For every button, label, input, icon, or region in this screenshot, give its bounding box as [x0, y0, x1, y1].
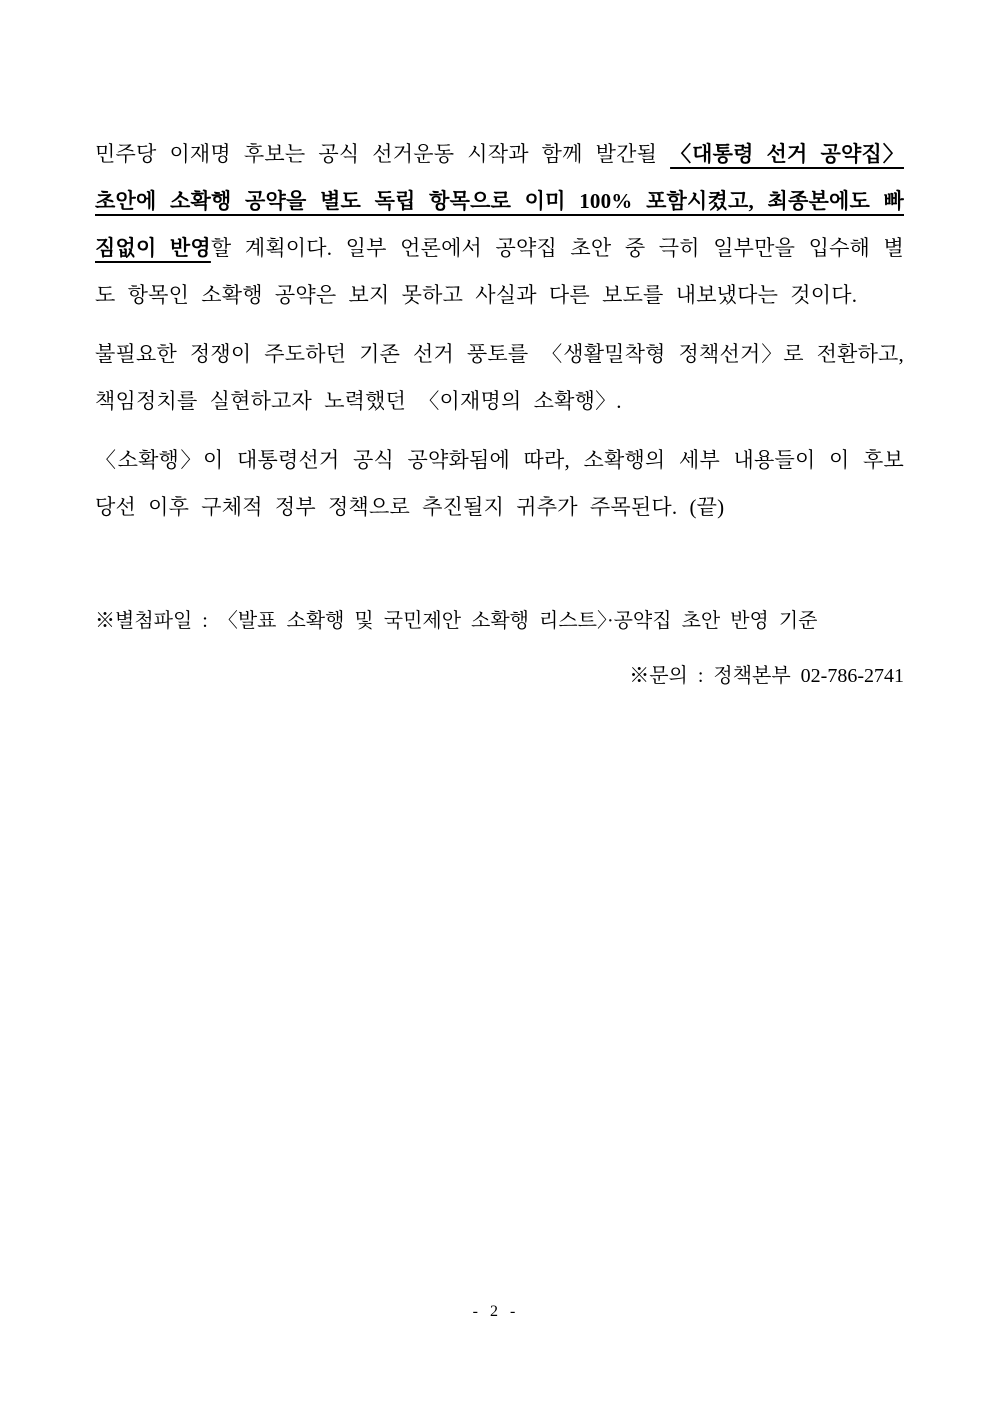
paragraph-1-emphasis-text: 〈대통령 선거 공약집〉 초안에 소확행 공약을 별도 독립 항목으로 이미 100% 포함시켰고, 최종본에도 빠짐없이 반영 [95, 142, 904, 260]
contact-note: ※문의 : 정책본부 02-786-2741 [629, 665, 904, 687]
paragraph-3: 〈소확행〉이 대통령선거 공식 공약화됨에 따라, 소확행의 세부 내용들이 이 후보 당선 이후 구체적 정부 정책으로 추진될지 귀추가 주목된다. (끝) [95, 448, 904, 519]
paragraph-1-lead-text: 민주당 이재명 후보는 공식 선거운동 시작과 함께 발간될 [95, 142, 671, 166]
paragraph-1-rest-text: 할 계획이다. 일부 언론에서 공약집 초안 중 극히 일부만을 입수해 별도 항목인 소확행 공약은 보지 못하고 사실과 다른 보도를 내보냈다는 것이다. [95, 236, 904, 307]
attachment-note: ※별첨파일 : 〈발표 소확행 및 국민제안 소확행 리스트〉·공약집 초안 반영 기준 [95, 610, 818, 632]
page-number: - 2 - [472, 1303, 520, 1320]
paragraph-1 [95, 131, 904, 319]
paragraph-2: 불필요한 정쟁이 주도하던 기존 선거 풍토를 〈생활밀착형 정책선거〉로 전환하고, 책임정치를 실현하고자 노력했던 〈이재명의 소확행〉. [95, 342, 904, 413]
